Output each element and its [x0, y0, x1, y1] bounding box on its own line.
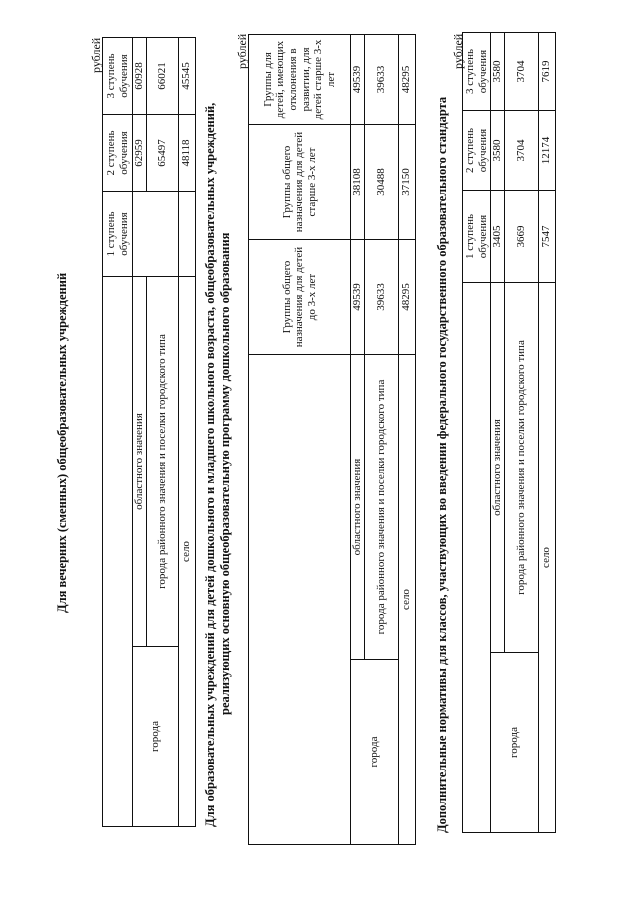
- value-cell: 30488: [364, 125, 398, 240]
- row-group-label: города: [133, 647, 179, 827]
- row-label: областного значения: [133, 277, 147, 647]
- section1-unit: рублей: [89, 37, 103, 73]
- table-row: [538, 33, 555, 833]
- row-label: село: [178, 277, 195, 827]
- value-cell: 62959: [133, 115, 147, 192]
- row-label: село: [538, 283, 555, 833]
- row-label: города районного значения и поселки городского типа: [504, 283, 538, 653]
- value-cell: 39633: [364, 240, 398, 355]
- value-cell: 3704: [504, 33, 538, 111]
- value-cell: 3405: [491, 191, 505, 283]
- value-cell: 65497: [146, 115, 178, 192]
- table-header-row: [249, 35, 351, 845]
- table-header-row: [463, 33, 491, 833]
- value-cell: 3580: [491, 33, 505, 111]
- value-cell: 7619: [538, 33, 555, 111]
- row-group-label: города: [351, 660, 399, 845]
- header-corner-cell: [103, 277, 133, 827]
- value-cell: 38108: [351, 125, 365, 240]
- value-cell: 45545: [178, 38, 195, 115]
- section3-title: Дополнительные нормативы для классов, участвующих во введении федерального государственного образовательного стандарта: [435, 96, 449, 833]
- table-header-row: [103, 38, 133, 827]
- row-label: областного значения: [491, 283, 505, 653]
- value-cell: 12174: [538, 111, 555, 191]
- header-cell: 3 ступень обучения: [463, 33, 491, 111]
- header-cell: 2 ступень обучения: [463, 111, 491, 191]
- section2-title-line1: Для образовательных учреждений для детей дошкольного и младшего школьного возраста, общеобразовательных учреждений,: [203, 102, 217, 827]
- header-cell: 2 ступень обучения: [103, 115, 133, 192]
- section3-unit: рублей: [451, 33, 465, 69]
- header-cell: Группы для детей, имеющих отклонения в развитии, для детей старше 3-х лет: [249, 35, 351, 125]
- header-cell: 3 ступень обучения: [103, 38, 133, 115]
- table-row: [491, 33, 505, 833]
- value-cell: 49539: [351, 240, 365, 355]
- value-cell: 3580: [491, 111, 505, 191]
- value-cell: 3704: [504, 111, 538, 191]
- value-cell: [178, 192, 195, 277]
- row-label: города районного значения и поселки городского типа: [146, 277, 178, 647]
- header-corner-cell: [463, 283, 491, 833]
- value-cell: 48295: [398, 240, 415, 355]
- section1-title: Для вечерних (сменных) общеобразовательных учреждений: [55, 272, 69, 613]
- table-row: [178, 38, 195, 827]
- section2-table: [248, 34, 416, 845]
- value-cell: 3669: [504, 191, 538, 283]
- row-label: города районного значения и поселки городского типа: [364, 355, 398, 660]
- value-cell: 7547: [538, 191, 555, 283]
- value-cell: 66021: [146, 38, 178, 115]
- table-row: [133, 38, 147, 827]
- value-cell: 60928: [133, 38, 147, 115]
- header-cell: Группы общего назначения для детей до 3-х лет: [249, 240, 351, 355]
- value-cell: 37150: [398, 125, 415, 240]
- value-cell: 48295: [398, 35, 415, 125]
- table-row: [398, 35, 415, 845]
- header-cell: 1 ступень обучения: [463, 191, 491, 283]
- table-row: [351, 35, 365, 845]
- section1-table: [102, 37, 196, 827]
- value-cell: 49539: [351, 35, 365, 125]
- value-cell: 39633: [364, 35, 398, 125]
- row-label: село: [398, 355, 415, 845]
- value-cell: [133, 192, 179, 277]
- header-corner-cell: [249, 355, 351, 845]
- row-label: областного значения: [351, 355, 365, 660]
- section3-table: [462, 32, 556, 833]
- section2-unit: рублей: [235, 33, 249, 69]
- value-cell: 48118: [178, 115, 195, 192]
- header-cell: Группы общего назначения для детей старше 3-х лет: [249, 125, 351, 240]
- row-group-label: города: [491, 653, 539, 833]
- section2-title-line2: реализующих основную общеобразовательную программу дошкольного образования: [218, 232, 232, 715]
- header-cell: 1 ступень обучения: [103, 192, 133, 277]
